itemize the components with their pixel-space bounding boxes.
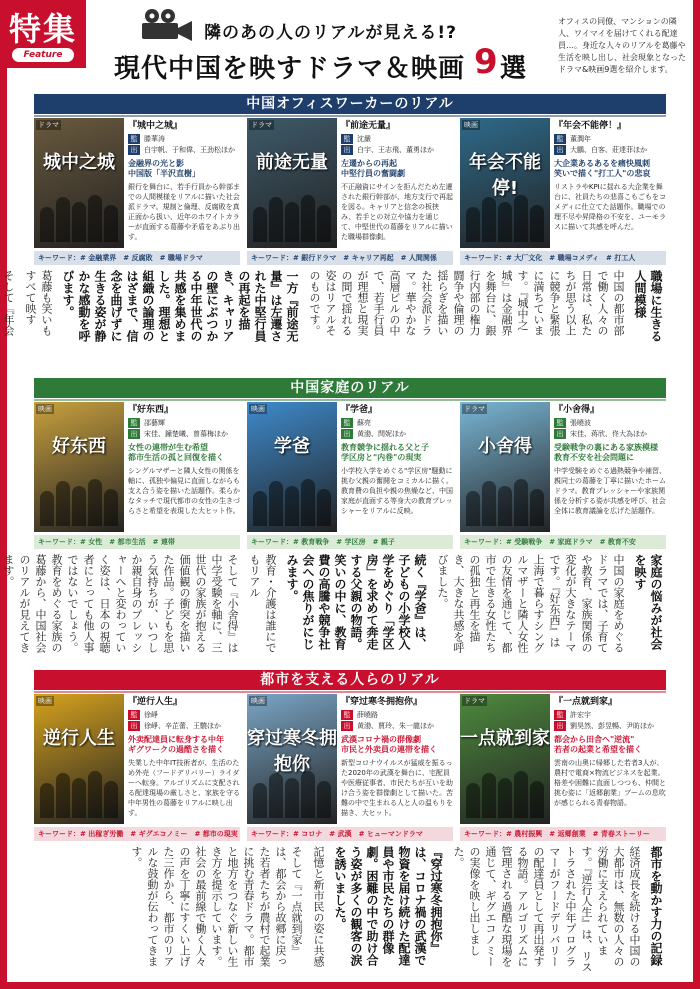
work-row [34,694,666,842]
poster-type-tag: ドラマ [38,121,59,129]
work-card[interactable] [460,694,666,842]
poster-image [247,694,337,824]
work-headline: 大企業あるあるを痛快風刺 笑いで描く"打工人"の悲哀 [554,159,651,178]
poster-title: 学爸 [274,436,310,457]
work-headline: 教育競争に揺れる父と子 学区房と"内巻"の現実 [341,443,429,462]
article-heading: 家庭の悩みが社会を映す [633,554,663,650]
director-name: 邵藝輝 [144,419,165,427]
poster-title: 一点就到家 [460,728,550,749]
work-card[interactable] [460,402,666,550]
director-row [341,710,453,720]
cast-row [341,145,453,155]
poster-figures [253,192,331,242]
work-title: 『学爸』 [341,405,378,415]
section-band: 中国オフィスワーカーのリアル [34,94,666,114]
poster-title: 好东西 [52,436,106,457]
cast-label: 出 [341,429,353,439]
cast-names: 劉昊然、彭昱暢、尹昉ほか [570,722,654,730]
director-label: 監 [341,418,353,428]
section-article [2,270,666,342]
keyword-bar: キーワード：# コロナ # 武漢 # ヒューマンドラマ [247,827,453,841]
work-title: 『前途无量』 [341,121,396,131]
poster-figures [40,476,118,526]
keyword-bar: キーワード：# 出稼ぎ労働 # ギグエコノミー # 都市の現実 [34,827,240,841]
work-synopsis: 新型コロナウイルスが猛威を振るった2020年の武漢を舞台に、宅配員や医療従事者、市民たちが互いを助け合う姿を群像劇として描いた。苦難の中で生まれる人と人の温もりを描き、大ヒット。 [341,759,453,817]
work-card[interactable] [247,118,453,266]
cast-label: 出 [128,145,140,155]
article-paragraph: 教育・介護は誰にでもリアル [248,554,277,653]
work-info [128,118,240,248]
director-name: 沈嚴 [357,135,371,143]
cast-row [341,429,453,439]
work-synopsis: シングルマザーと隣人女性の関係を軸に、孤独や偏見に直面しながらも支え合う姿を描いた話題作。柔らかなタッチで現代都市の女性の生きづらさと希望を表現した大ヒット作。 [128,467,240,515]
director-name: 許宏宇 [570,711,591,719]
feature-intro: オフィスの同僚、マンションの隣人、ワイマイを届けてくれる配達員…。身近な人々のリアルを葛藤や生活を映し出し、社会現象となったドラマ&映画9選を紹介します。 [558,17,686,74]
director-label: 監 [554,710,566,720]
keyword-bar: キーワード：# 女性 # 都市生活 # 連帯 [34,535,240,549]
article-paragraph: 中国の家庭をめぐるドラマでは、子育てや教育、家族関係の変化が大きなテーマです。『好东西』は上海で暮らすシングルマザーと隣人女性の友情を通じて、都市で生きる女性たちの孤独と再生を描き、大きな共感を呼びました。 [436,554,625,653]
work-info [128,694,240,824]
poster-title: 前途无量 [256,152,328,173]
cast-row [554,145,666,155]
poster-type-tag: ドラマ [251,121,272,129]
work-headline: 外卖配達員に転身する中年 ギグワークの過酷さを描く [128,735,224,754]
keyword-bar: キーワード：# 銀行ドラマ # キャリア再起 # 人間関係 [247,251,453,265]
cast-names: 黄渤、閆妮ほか [357,430,406,438]
director-label: 監 [341,134,353,144]
work-info [554,402,666,532]
poster-figures [466,192,544,242]
director-label: 監 [128,418,140,428]
cast-names: 白宇、王志飛、董勇ほか [357,146,434,154]
feature-subtitle: 隣のあの人のリアルが見える!? [204,23,457,43]
article-paragraph: 経済成長を続ける中国の大都市は、無数の人々の労働に支えられています。『逆行人生』は、リストラされた中年プログラマーがフードデリバリーの配達員として再出発する物語。アルゴリズムに管理される過酷な現場を通じて、ギグエコノミーの実像を映し出しました。 [452,846,641,973]
article-paragraph: 記憶と新市民の姿に共感 [312,846,325,967]
director-label: 監 [554,134,566,144]
work-title: 『好东西』 [128,405,174,415]
poster-figures [253,476,331,526]
feature-title: 現代中国を映すドラマ＆映画 [114,54,466,84]
work-headline: 金融界の光と影 中国版「半沢直樹」 [128,159,200,178]
article-heading: 続く『学爸』は、子どもの小学校入学をめぐり「学区房」を求めて奔走する父親の物語。笑いの中に、教育費の高騰や競争社会への焦りがにじみます。 [285,554,427,650]
cast-names: 白宇帆、于和偉、王劲松ほか [144,146,235,154]
work-title: 『年会不能停！』 [554,121,627,131]
work-info [341,402,453,532]
film-camera-icon [134,8,196,42]
poster-type-tag: 映画 [38,697,52,705]
poster-image [247,118,337,248]
work-synopsis: 中学受験をめぐる過熱競争や補習、親同士の葛藤を丁寧に描いたホームドラマ。教育プレッシャーや家族関係を分析する姿が共感を呼び、社会全体に教育議論を広げた話題作。 [554,467,666,515]
article-paragraph: そして『小舍得』は中学受験を軸に、三世代の家族が抱える価値観の衝突を描いた作品。子どもを思う気持ちが、いつしか親自身のプレッシャーへと変わっていく姿は、日本の視聴者にとっても他人事ではないでしょう。教育をめぐる家族の葛藤から、中国社会のリアルが見えてきます。 [2,554,239,653]
work-info [128,402,240,532]
director-name: 薛曉路 [357,711,378,719]
director-label: 監 [128,710,140,720]
poster-figures [40,192,118,242]
poster-type-tag: 映画 [38,405,52,413]
cast-names: 黄渤、賈玲、朱一龍ほか [357,722,434,730]
work-synopsis: リストラやKPIに揺れる大企業を舞台に、社員たちの悲喜こもごもをコメディに仕立てた話題作。職場での理不尽や昇降格の不安を、ユーモラスに描いて共感を呼んだ。 [554,183,666,231]
keyword-bar: キーワード：# 金融業界 # 反腐敗 # 職場ドラマ [34,251,240,265]
work-card[interactable] [247,402,453,550]
article-heading: 一方『前途无量』は左遷された中堅行員の再起を描き、キャリアの壁にぶつかる中年世代の共感を集めました。理想と組織の論理のはざまで、信念を曲げずに生きる姿が静かな感動を呼びます。 [61,270,299,342]
director-name: 蘇亮 [357,419,371,427]
cast-label: 出 [554,429,566,439]
cast-row [128,429,240,439]
keyword-bar: キーワード：# 大厂文化 # 職場コメディ # 打工人 [460,251,666,265]
director-row [128,710,240,720]
work-info [341,694,453,824]
poster-image [460,694,550,824]
work-headline: 女性の連帯が生む希望 都市生活の孤と回復を描く [128,443,224,462]
cast-names: 大鵬、白客、莊達菲ほか [570,146,647,154]
article-paragraph: そして『年会 [2,270,15,336]
work-headline: 都会から田舎へ"逆流" 若者の起業と希望を描く [554,735,642,754]
poster-image [34,694,124,824]
section-band: 都市を支える人らのリアル [34,670,666,690]
poster-title: 城中之城 [43,152,115,173]
poster-title: 小舍得 [478,436,532,457]
work-card[interactable] [34,402,240,550]
poster-type-tag: 映画 [464,121,478,129]
director-label: 監 [554,418,566,428]
director-label: 監 [341,710,353,720]
work-synopsis: 小学校入学をめぐる"学区房"騒動に挑む父親の奮闘をコミカルに描く。教育費の負担や親の焦燥など、中国家庭が直面する等身大の教育プレッシャーをリアルに反映。 [341,467,453,515]
work-headline: 武漢コロナ禍の群像劇 市民と外卖員の連帯を描く [341,735,437,754]
poster-image [34,118,124,248]
work-title: 『逆行人生』 [128,697,183,707]
article-paragraph: 中国の都市部で働く人々の日常は、私たちが思う以上に競争と緊張に満ちています。『城中之城』は金融界を舞台に、銀行内部の権力闘争や倫理の揺らぎを描いた社会派ドラマ。華やかな高層ビルの中で、若手行員が理想と現実の間で揺れる姿はリアルそのものです。 [308,270,625,336]
feature-kicker [0,0,86,68]
work-synopsis: 雲南の山奥に帰郷した若者3人が、農村で電商×物流ビジネスを起業。格差や困難に直面しつつも、仲間と挑む姿に「返郷創業」ブームの息吹が感じられる青春物語。 [554,759,666,807]
director-name: 張曉波 [570,419,591,427]
article-heading: 『穿过寒冬拥抱你』は、コロナ禍の武漢で物資を届け続けた配達員や市民たちの群像劇。困難の中で助け合う姿が多くの観客の涙を誘いました。 [333,846,443,966]
cast-label: 出 [554,721,566,731]
director-row [341,134,453,144]
director-row [554,710,666,720]
cast-row [554,429,666,439]
poster-image [460,118,550,248]
keyword-bar: キーワード：# 受験戦争 # 家庭ドラマ # 教育不安 [460,535,666,549]
cast-row [128,721,240,731]
director-name: 徐崢 [144,711,158,719]
work-headline: 左遷からの再起 中堅行員の奮闘劇 [341,159,405,178]
cast-label: 出 [128,721,140,731]
director-name: 董潤年 [570,135,591,143]
work-info [554,118,666,248]
kicker-sub-label: Feature [12,48,74,62]
poster-type-tag: ドラマ [464,405,485,413]
work-card[interactable] [460,118,666,266]
work-headline: 受験戦争の裏にある家族模様 教育不安を社会問題に [554,443,658,462]
director-row [341,418,453,428]
feature-title-number: 9 [474,42,498,82]
cast-label: 出 [341,145,353,155]
article-paragraph: そして『一点就到家』は、都会から故郷に戻った若者たちが農村で起業に挑む青春ドラマ。都市と地方をつなぐ新しい生き方を提示しています。社会の最前線で働く人々の声を丁寧にすくい上げた三作から、都市のリアルな鼓動が伝わってきます。 [130,846,303,967]
poster-image [247,402,337,532]
section-band: 中国家庭のリアル [34,378,666,398]
director-row [128,418,240,428]
poster-title: 逆行人生 [43,728,115,749]
work-info [341,118,453,248]
director-name: 滕華涛 [144,135,165,143]
poster-figures [466,768,544,818]
work-row [34,402,666,550]
cast-names: 宋佳、蒋欣、佟大為ほか [570,430,647,438]
cast-names: 徐崢、辛芷蕾、王驍ほか [144,722,221,730]
director-label: 監 [128,134,140,144]
work-title: 『穿过寒冬拥抱你』 [341,697,423,707]
article-heading: 職場に生きる人間模様 [633,270,663,342]
article-paragraph: 葛藤も笑いもすべて映す [24,270,53,336]
work-title: 『小舍得』 [554,405,600,415]
poster-type-tag: 映画 [251,697,265,705]
poster-figures [40,768,118,818]
work-card[interactable] [34,118,240,266]
work-synopsis: 銀行を舞台に、若手行員から幹部までの人間模様をリアルに描いた社会派ドラマ。規制と倫理、反腐敗を真正面から扱い、近年のホワイトカラーが直面する葛藤や矛盾をあぶり出す。 [128,183,240,241]
section-article [2,554,666,656]
poster-image [34,402,124,532]
work-row [34,118,666,266]
work-synopsis: 失業した中年IT技術者が、生活のため外売（フードデリバリー）ライダーへ転身。アルゴリズムに支配される配達現場の厳しさと、家族を守る中年男性の葛藤をリアルに映し出す。 [128,759,240,817]
cast-row [341,721,453,731]
poster-type-tag: 映画 [251,405,265,413]
cast-row [128,145,240,155]
cast-label: 出 [554,145,566,155]
poster-title: 年会不能停! [469,152,541,199]
work-info [554,694,666,824]
poster-figures [253,768,331,818]
work-title: 『一点就到家』 [554,697,618,707]
work-title: 『城中之城』 [128,121,183,131]
cast-names: 宋佳、鐘楚曦、曾慕梅ほか [144,430,228,438]
director-row [554,418,666,428]
cast-label: 出 [341,721,353,731]
article-heading: 都市を動かす力の記録 [649,846,663,966]
work-card[interactable] [34,694,240,842]
section-article [34,846,666,974]
work-card[interactable] [247,694,453,842]
director-row [128,134,240,144]
work-synopsis: 不正融資にサインを拒んだため左遷された銀行幹部が、地方支行で再起を図る。キャリアと信念の板挟み、若手との対立や協力を通じて、中堅世代の葛藤をリアルに描いた職場群像劇。 [341,183,453,241]
poster-figures [466,476,544,526]
cast-row [554,721,666,731]
poster-title: 穿过寒冬拥抱你 [247,728,337,775]
keyword-bar: キーワード：# 農村振興 # 返郷創業 # 青春ストーリー [460,827,666,841]
director-row [554,134,666,144]
keyword-bar: キーワード：# 教育戦争 # 学区房 # 親子 [247,535,453,549]
cast-label: 出 [128,429,140,439]
feature-title-suffix: 選 [500,54,527,84]
kicker-label: 特集 [8,10,77,48]
poster-type-tag: ドラマ [464,697,485,705]
poster-image [460,402,550,532]
